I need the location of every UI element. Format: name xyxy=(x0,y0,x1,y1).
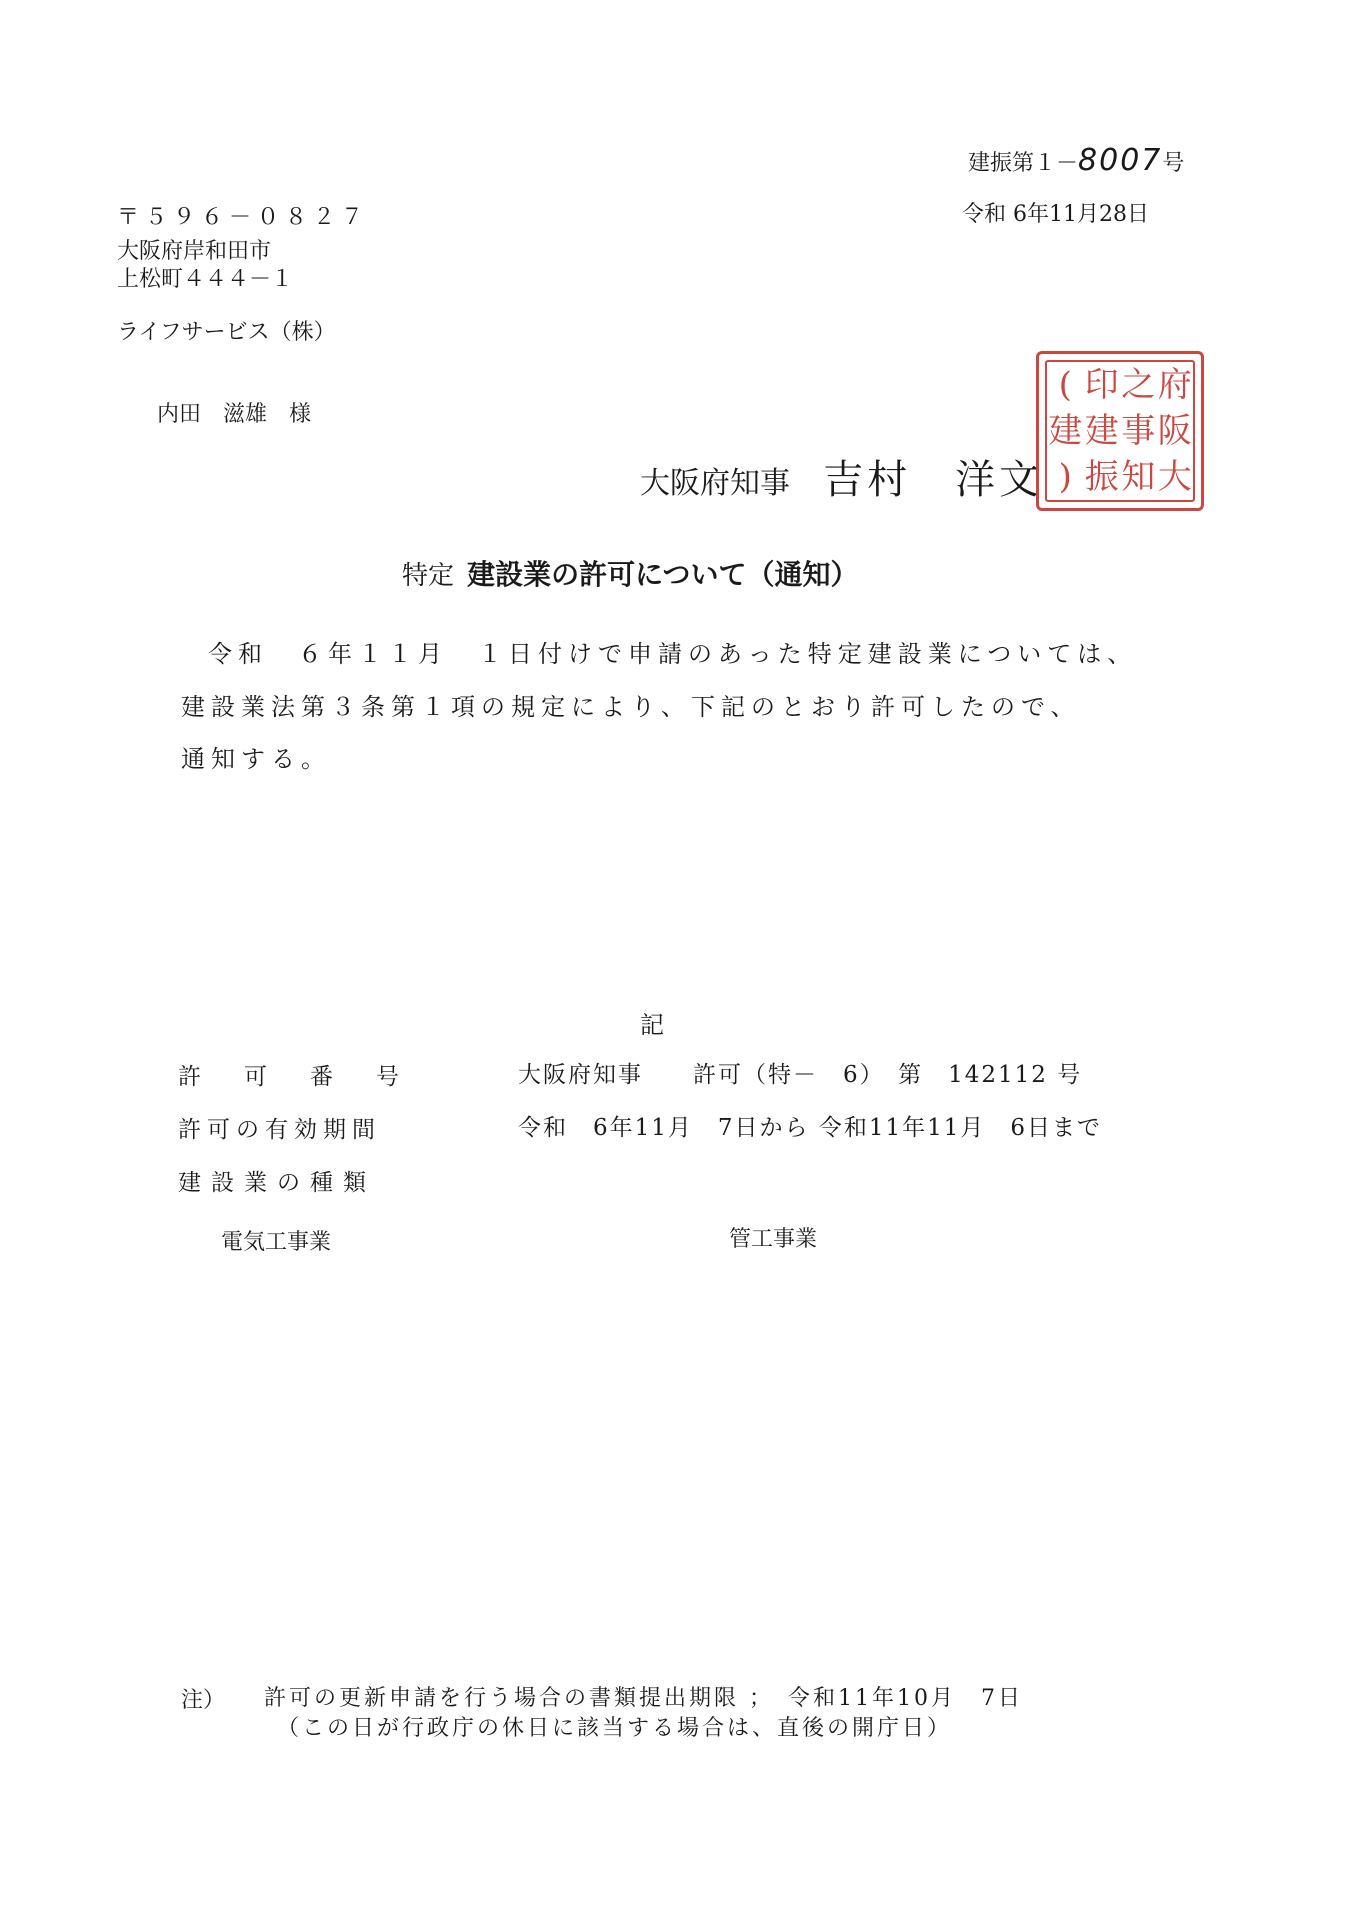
seal-character: 府 xyxy=(1157,365,1192,405)
subject-prefix: 特定 xyxy=(402,561,455,591)
subject-title: 建設業の許可について（通知） xyxy=(467,558,859,591)
validity-period-value: 令和 6年11月 7日から 令和11年11月 6日まで xyxy=(518,1115,1103,1141)
note-line-1: 許可の更新申請を行う場合の書類提出期限 ； 令和11年10月 7日 xyxy=(264,1686,1023,1711)
seal-character: 知 xyxy=(1121,457,1156,497)
document-number-prefix: 建振第１－ xyxy=(968,151,1079,176)
seal-character: 事 xyxy=(1121,411,1156,451)
address-line-2: 上松町４４４－１ xyxy=(117,267,294,292)
seal-character: 印 xyxy=(1084,365,1119,405)
document-number-handwritten: 8007 xyxy=(1078,143,1163,178)
document-number xyxy=(968,143,1184,178)
business-type-electrical: 電気工事業 xyxy=(221,1230,332,1255)
document-number-suffix: 号 xyxy=(1162,151,1185,176)
permit-number-value: 大阪府知事 許可（特－ 6） 第 142112 号 xyxy=(518,1062,1083,1088)
seal-character: ( xyxy=(1058,365,1072,405)
seal-character: 之 xyxy=(1121,365,1156,405)
business-type-plumbing: 管工事業 xyxy=(729,1227,818,1252)
recipient-company: ライフサービス（株） xyxy=(117,320,336,345)
issue-date: 令和 6年11月28日 xyxy=(962,202,1149,227)
official-seal-stamp xyxy=(1036,351,1204,511)
seal-character: 建 xyxy=(1084,411,1119,451)
business-type-label: 建設業の種類 xyxy=(178,1170,376,1196)
permit-number-label: 許 可 番 号 xyxy=(178,1064,409,1090)
recipient-person: 内田 滋雄 様 xyxy=(157,402,312,427)
validity-period-label: 許可の有効期間 xyxy=(178,1117,381,1143)
seal-character: 振 xyxy=(1084,457,1119,497)
postal-code: 〒５９６－０８２７ xyxy=(117,205,370,230)
seal-character: 大 xyxy=(1157,457,1192,497)
body-line-3: 通知する。 xyxy=(181,745,331,773)
sender-title: 大阪府知事 xyxy=(640,466,790,501)
seal-character: 阪 xyxy=(1157,411,1192,451)
note-label: 注） xyxy=(181,1688,226,1713)
address-line-1: 大阪府岸和田市 xyxy=(117,239,272,264)
sender-name: 吉村 洋文 xyxy=(823,457,1044,503)
subject xyxy=(402,553,859,593)
seal-character: ) xyxy=(1058,457,1072,497)
sender xyxy=(640,448,1043,505)
note-line-2: （この日が行政庁の休日に該当する場合は、直後の開庁日） xyxy=(277,1716,953,1741)
body-line-1: 令和 ６年１１月 １日付けで申請のあった特定建設業については、 xyxy=(208,640,1138,668)
seal-character: 建 xyxy=(1048,411,1083,451)
record-heading: 記 xyxy=(640,1011,664,1039)
body-line-2: 建設業法第３条第１項の規定により、下記のとおり許可したので、 xyxy=(181,693,1081,721)
